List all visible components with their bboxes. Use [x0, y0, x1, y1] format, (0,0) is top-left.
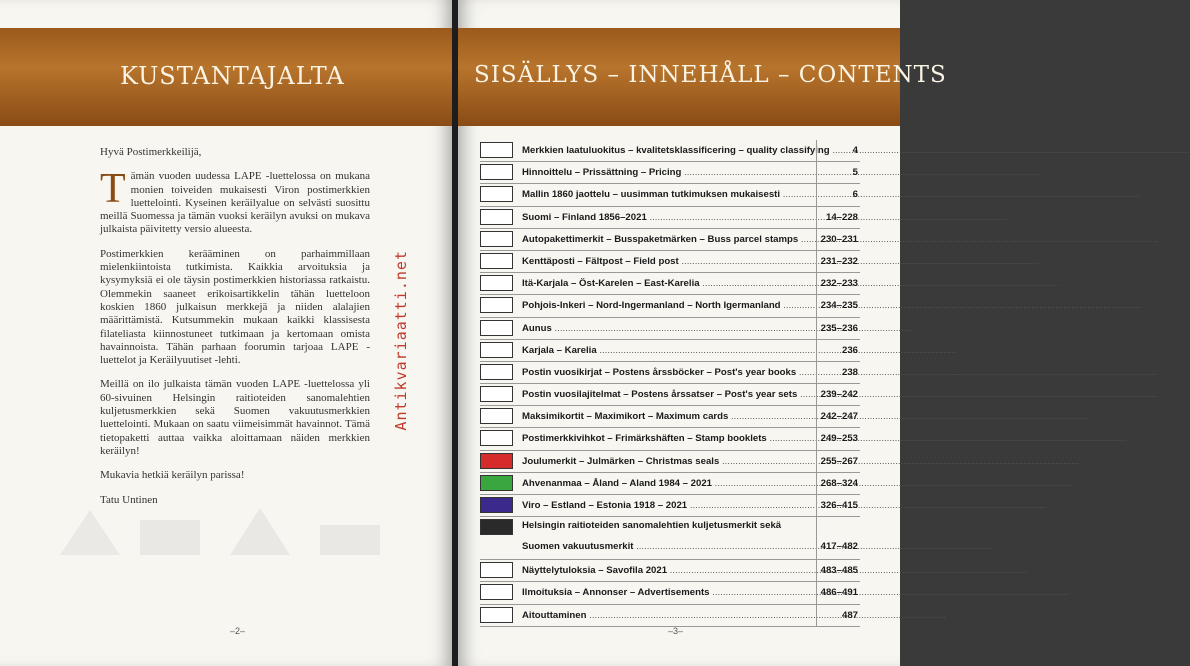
letter-paragraph-2: Postimerkkien kerääminen on parhaimmillaan mielenkiintoista tutkimista. Kaikkia arvoituksia ja kysymyksiä ei ole täysin postimerkkien historiassa ratkaistu. Olemmekin saaneet erikoisartikkelin tähän luetteloon koskien 1860 julkaisun merkkejä ja niiden alalajien määrittämistä. Kutsummekin mukaan kaikki klassisesta filateliasta kiinnostuneet tutkimaan ja kertomaan omista havainnoista. Tähän parhaan foorumin tarjoaa LAPE -luettelot ja Keräilyuutiset -lehti.	[100, 247, 370, 367]
toc-row	[480, 517, 860, 560]
toc-row	[480, 428, 860, 450]
toc-row	[480, 140, 860, 162]
toc-color-box	[480, 320, 513, 336]
toc-color-box	[480, 164, 513, 180]
toc-page-range: 417–482	[820, 541, 858, 553]
toc-row	[480, 251, 860, 273]
right-banner-title: SISÄLLYS – INNEHÅLL – CONTENTS	[474, 62, 947, 88]
toc-color-box	[480, 562, 513, 578]
toc-row	[480, 560, 860, 582]
toc-row	[480, 362, 860, 384]
toc-page-range: 242–247	[820, 411, 858, 423]
toc-color-box	[480, 584, 513, 600]
toc-color-box	[480, 186, 513, 202]
toc-page-range: 5	[852, 167, 858, 179]
toc-color-box	[480, 342, 513, 358]
toc-title: Mallin 1860 jaottelu – uusimman tutkimuksen mukaisesti .....	[522, 189, 784, 200]
signature: Tatu Untinen	[100, 493, 158, 506]
toc-page-range: 4	[852, 145, 858, 156]
toc-row	[480, 473, 860, 495]
toc-color-box	[480, 475, 513, 491]
toc-title: Postin vuosilajitelmat – Postens årssatser – Post's year sets .....	[522, 389, 784, 400]
toc-color-box	[480, 430, 513, 446]
toc-page-range: 14–228	[825, 211, 858, 223]
right-banner	[458, 28, 947, 126]
toc-row	[480, 406, 860, 428]
toc-title: Suomi – Finland 1856–2021 .....	[522, 212, 784, 223]
toc-title: Kenttäposti – Fältpost – Field post .....	[522, 256, 784, 267]
faded-stamp-decoration-icon	[40, 500, 400, 560]
toc-page-range: 236	[841, 344, 858, 356]
left-page	[0, 0, 452, 666]
left-banner-title: KUSTANTAJALTA	[120, 62, 345, 90]
toc-color-box	[480, 497, 513, 513]
toc-color-box	[480, 231, 513, 247]
toc-color-box	[480, 386, 513, 402]
toc-page-range: 268–324	[820, 477, 858, 489]
toc-color-box	[480, 142, 513, 158]
toc-title: Aunus .....	[522, 323, 784, 334]
toc-title: Aitouttaminen .....	[522, 610, 784, 621]
toc-page-range: 232–233	[820, 278, 858, 290]
toc-page-range: 483–485	[820, 565, 858, 577]
toc-title: Itä-Karjala – Öst-Karelen – East-Karelia .....	[522, 278, 784, 289]
toc-page-range: 239–242	[820, 389, 858, 401]
toc-title: Näyttelytuloksia – Savofila 2021 .....	[522, 565, 784, 576]
toc-page-range: 230–231	[820, 233, 858, 245]
toc-title: Merkkien laatuluokitus – kvalitetsklassificering – quality classifying .....	[522, 145, 784, 156]
toc-row	[480, 582, 860, 604]
toc-color-box	[480, 297, 513, 313]
toc-title: Viro – Estland – Estonia 1918 – 2021 .....	[522, 500, 784, 511]
toc-row	[480, 273, 860, 295]
watermark-text: Antikvariaatti.net	[392, 250, 410, 431]
left-page-number: –2–	[230, 626, 246, 636]
toc-page-range: 326–415	[820, 500, 858, 511]
letter-closing: Mukavia hetkiä keräilyn parissa!	[100, 469, 245, 482]
toc-row	[480, 162, 860, 184]
toc-title: Joulumerkit – Julmärken – Christmas seals .....	[522, 456, 784, 467]
toc-title: Ahvenanmaa – Åland – Aland 1984 – 2021 .....	[522, 478, 784, 489]
toc-title: Hinnoittelu – Prissättning – Pricing .....	[522, 167, 784, 178]
toc-color-box	[480, 364, 513, 380]
toc-column-divider	[816, 517, 817, 559]
toc-row	[480, 295, 860, 317]
toc-page-range: 255–267	[820, 455, 858, 467]
toc-page-range: 249–253	[820, 433, 858, 445]
toc-title: Pohjois-Inkeri – Nord-Ingermanland – North Igermanland .....	[522, 300, 784, 311]
toc-color-box	[480, 519, 513, 535]
right-page	[458, 0, 947, 666]
toc-color-box	[480, 453, 513, 469]
toc-title: Karjala – Karelia .....	[522, 345, 784, 356]
dropcap: T	[100, 166, 126, 213]
publisher-letter	[100, 146, 370, 518]
toc-color-box	[480, 408, 513, 424]
toc-title-line-2: Suomen vakuutusmerkit .....	[522, 541, 784, 552]
toc-row	[480, 229, 860, 251]
toc-title: Autopakettimerkit – Busspaketmärken – Buss parcel stamps .....	[522, 234, 784, 245]
letter-paragraph-1	[100, 166, 370, 236]
toc-page-range: 235–236	[820, 322, 858, 334]
letter-paragraph-1-text: ämän vuoden uudessa LAPE -luettelossa on mukana monien toiveiden mukaisesti Viron postimerkkien luettelointi. Kyseinen keräilyalue on selvästi suosittu meillä Suomessa ja tämän vuoksi keräilyn avuksi on mukava julkaista päivitetty versio alueesta.	[100, 170, 370, 236]
toc-row	[480, 384, 860, 406]
toc-row	[480, 207, 860, 229]
toc-color-box	[480, 607, 513, 623]
toc-page-range: 6	[852, 189, 858, 201]
toc-row	[480, 184, 860, 206]
toc-title: Helsingin raitioteiden sanomalehtien kuljetusmerkit sekä	[522, 520, 782, 532]
toc-color-box	[480, 209, 513, 225]
toc-color-box	[480, 275, 513, 291]
toc-page-range: 487	[841, 609, 858, 621]
toc-row	[480, 318, 860, 340]
toc-title: Maksimikortit – Maximikort – Maximum cards .....	[522, 411, 784, 422]
antikvariaatti-watermark	[392, 250, 412, 450]
table-of-contents	[480, 140, 860, 627]
greeting: Hyvä Postimerkkeilijä,	[100, 146, 202, 158]
toc-row	[480, 495, 860, 517]
toc-row	[480, 605, 860, 627]
toc-page-range: 234–235	[820, 300, 858, 312]
letter-paragraph-3: Meillä on ilo julkaista tämän vuoden LAPE -luettelossa yli 60-sivuinen Helsingin raitioteiden sanomalehtien kuljetusmerkkien sekä Suomen vakuutusmerkkien luettelointi. Mukaan on saatu viimeisimmät havainnot. Tämä tietopaketti auttaa vaikka aloittamaan näiden merkkien keräilyn!	[100, 378, 370, 457]
toc-row	[480, 451, 860, 473]
toc-color-box	[480, 253, 513, 269]
toc-row	[480, 340, 860, 362]
toc-title: Ilmoituksia – Annonser – Advertisements .....	[522, 587, 784, 598]
toc-title: Postimerkkivihkot – Frimärkshäften – Stamp booklets .....	[522, 433, 784, 444]
toc-page-range: 486–491	[820, 587, 858, 599]
right-page-number: –3–	[668, 626, 684, 636]
left-banner	[0, 28, 452, 126]
toc-page-range: 238	[841, 366, 858, 378]
toc-title: Postin vuosikirjat – Postens årssböcker – Post's year books .....	[522, 367, 784, 378]
toc-page-range: 231–232	[820, 255, 858, 267]
